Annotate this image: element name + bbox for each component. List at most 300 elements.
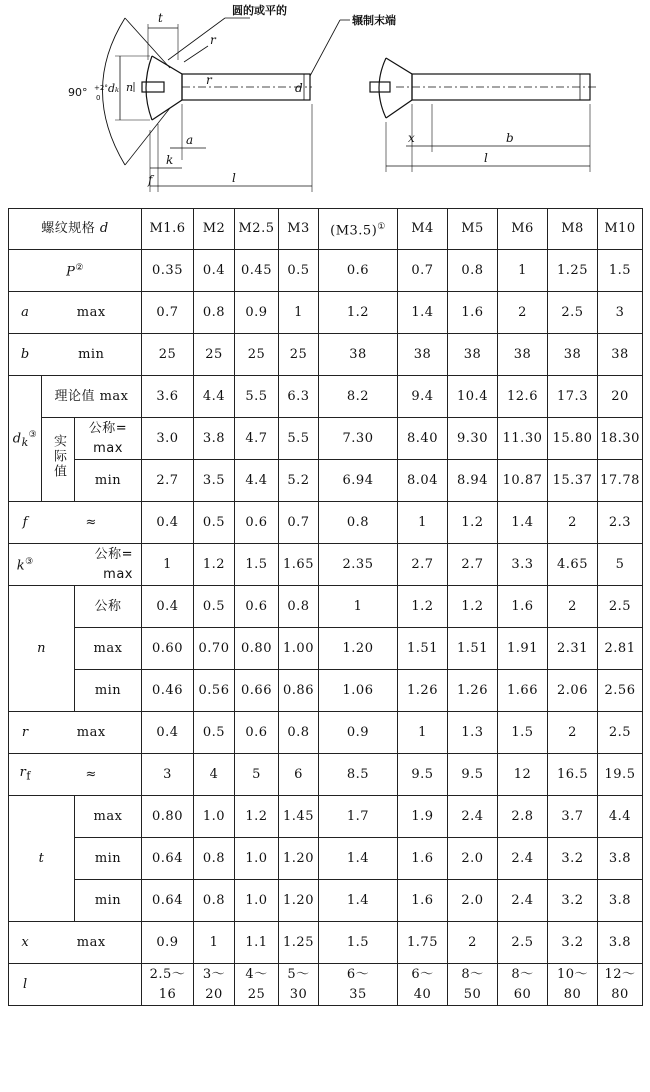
value-cell: 0.5: [194, 502, 235, 544]
value-cell: 0.4: [194, 250, 235, 292]
value-cell: 6.94: [319, 460, 398, 502]
label-cell: [42, 376, 142, 418]
value-cell: 2: [498, 292, 548, 334]
l-range-cell: [448, 964, 498, 1006]
value-cell: 12: [498, 754, 548, 796]
value-cell: 3.8: [598, 922, 643, 964]
value-cell: 3.8: [598, 838, 643, 880]
row-f: [9, 502, 643, 544]
n-max-cond: max: [75, 628, 142, 670]
value-cell: 3.0: [142, 418, 194, 460]
value-cell: 8.5: [319, 754, 398, 796]
dim-x: x: [408, 131, 415, 145]
value-cell: 0.86: [279, 670, 319, 712]
note-1: ①: [377, 221, 386, 232]
cond-k-1: 公称=: [94, 546, 133, 562]
value-cell: 2.5: [548, 292, 598, 334]
dim-r: r: [210, 33, 216, 47]
value-cell: 1.5: [235, 544, 279, 586]
actual-label: 实际值: [51, 433, 66, 479]
value-cell: 0.8: [194, 880, 235, 922]
value-cell: 1.2: [448, 502, 498, 544]
value-cell: 1.7: [319, 796, 398, 838]
value-cell: 4.4: [194, 376, 235, 418]
dim-b: b: [506, 131, 514, 145]
value-cell: 5.5: [235, 376, 279, 418]
t-max-cond: max: [75, 796, 142, 838]
row-t-min: [9, 838, 643, 880]
value-cell: 38: [498, 334, 548, 376]
symbol-rf-sub: f: [26, 769, 31, 783]
value-cell: 15.80: [548, 418, 598, 460]
value-cell: 1.25: [279, 922, 319, 964]
value-cell: 0.4: [142, 712, 194, 754]
row-k: [9, 544, 643, 586]
symbol-n: n: [9, 586, 75, 712]
value-cell: 12.6: [498, 376, 548, 418]
dim-t: t: [158, 11, 163, 25]
value-cell: 1.5: [319, 922, 398, 964]
value-cell: 0.8: [319, 502, 398, 544]
value-cell: 0.8: [194, 292, 235, 334]
value-cell: 8.2: [319, 376, 398, 418]
value-cell: 0.60: [142, 628, 194, 670]
value-cell: 9.5: [398, 754, 448, 796]
l-range-high: 50: [463, 986, 482, 1002]
symbol-rf-r: r: [19, 764, 27, 780]
value-cell: 3.6: [142, 376, 194, 418]
row-b: [9, 334, 643, 376]
row-dk-min: [9, 460, 643, 502]
l-range-low: 12～: [604, 966, 636, 982]
value-cell: 2.7: [398, 544, 448, 586]
value-cell: 19.5: [598, 754, 643, 796]
row-n-max: [9, 628, 643, 670]
angle-label: 90°: [68, 86, 88, 99]
value-cell: 17.3: [548, 376, 598, 418]
value-cell: 1.0: [235, 880, 279, 922]
theory-cond: max: [99, 388, 129, 404]
theory-label: 理论值: [54, 388, 95, 404]
spec-table: [8, 208, 643, 1006]
l-range-high: 25: [247, 986, 266, 1002]
t-min2-cond: min: [75, 880, 142, 922]
value-cell: 25: [235, 334, 279, 376]
value-cell: 1: [498, 250, 548, 292]
value-cell: 1.2: [235, 796, 279, 838]
value-cell: 1.75: [398, 922, 448, 964]
value-cell: 0.8: [279, 586, 319, 628]
symbol-t: t: [9, 796, 75, 922]
row-dk-theory: [9, 376, 643, 418]
l-range-low: 6～: [411, 966, 434, 982]
angle-tol-upper: +2°: [94, 84, 108, 92]
value-cell: 0.9: [235, 292, 279, 334]
value-cell: 0.9: [142, 922, 194, 964]
row-pitch: [9, 250, 643, 292]
note-3-k: ③: [25, 557, 34, 568]
value-cell: 2.5: [498, 922, 548, 964]
value-cell: 0.9: [319, 712, 398, 754]
value-cell: 1: [398, 712, 448, 754]
l-range-low: 8～: [511, 966, 534, 982]
col-header: M6: [498, 209, 548, 250]
value-cell: 0.56: [194, 670, 235, 712]
value-cell: 1.3: [448, 712, 498, 754]
value-cell: 3.8: [194, 418, 235, 460]
value-cell: 1.91: [498, 628, 548, 670]
value-cell: 1.5: [598, 250, 643, 292]
symbol-a: a: [9, 292, 42, 334]
value-cell: 2.4: [448, 796, 498, 838]
symbol-f: f: [9, 502, 42, 544]
screw-drawing: [0, 0, 650, 205]
l-range-low: 2.5～: [149, 966, 186, 982]
cond-r: max: [42, 712, 142, 754]
value-cell: 2: [548, 712, 598, 754]
value-cell: 0.6: [235, 586, 279, 628]
value-cell: 2.7: [142, 460, 194, 502]
value-cell: 3.5: [194, 460, 235, 502]
value-cell: 1.2: [398, 586, 448, 628]
value-cell: 1.20: [319, 628, 398, 670]
value-cell: 1.26: [398, 670, 448, 712]
row-rf: [9, 754, 643, 796]
header-label: 螺纹规格: [41, 221, 96, 236]
value-cell: 4.4: [235, 460, 279, 502]
dim-l-right: l: [484, 151, 488, 165]
value-cell: 38: [598, 334, 643, 376]
value-cell: 0.80: [142, 796, 194, 838]
value-cell: 2.35: [319, 544, 398, 586]
value-cell: 1.6: [398, 838, 448, 880]
value-cell: 3: [598, 292, 643, 334]
value-cell: 0.6: [235, 502, 279, 544]
value-cell: 3.8: [598, 880, 643, 922]
l-range-low: 5～: [287, 966, 310, 982]
note-2: ②: [75, 263, 84, 274]
left-view: [103, 18, 351, 192]
dim-r2: r: [206, 73, 212, 87]
l-range-low: 10～: [556, 966, 589, 982]
value-cell: 1.4: [498, 502, 548, 544]
head-arc: [146, 56, 152, 120]
value-cell: 3.2: [548, 838, 598, 880]
value-cell: 1.20: [279, 838, 319, 880]
value-cell: 2.81: [598, 628, 643, 670]
value-cell: 1.66: [498, 670, 548, 712]
value-cell: 1.26: [448, 670, 498, 712]
value-cell: 2.0: [448, 880, 498, 922]
min-cond: min: [75, 460, 142, 502]
value-cell: 38: [448, 334, 498, 376]
value-cell: 0.64: [142, 880, 194, 922]
symbol-b: b: [9, 334, 42, 376]
nominal-cond: 公称=: [88, 420, 128, 436]
value-cell: 0.8: [194, 838, 235, 880]
n-nominal-cond: 公称: [75, 586, 142, 628]
value-cell: 5.2: [279, 460, 319, 502]
cond-b: min: [42, 334, 142, 376]
value-cell: 0.5: [279, 250, 319, 292]
value-cell: 0.8: [448, 250, 498, 292]
value-cell: 25: [142, 334, 194, 376]
value-cell: 1.0: [235, 838, 279, 880]
l-range-cell: [548, 964, 598, 1006]
row-t-min2: [9, 880, 643, 922]
l-range-cell: [142, 964, 194, 1006]
value-cell: 1.9: [398, 796, 448, 838]
value-cell: 25: [279, 334, 319, 376]
value-cell: 3.3: [498, 544, 548, 586]
symbol-l: l: [9, 964, 142, 1006]
row-a: [9, 292, 643, 334]
value-cell: 9.5: [448, 754, 498, 796]
value-cell: 4: [194, 754, 235, 796]
right-view: [370, 58, 596, 172]
value-cell: 2.8: [498, 796, 548, 838]
value-cell: 1.2: [448, 586, 498, 628]
value-cell: 1.2: [319, 292, 398, 334]
value-cell: 0.66: [235, 670, 279, 712]
value-cell: 1: [142, 544, 194, 586]
col-header: M2.5: [235, 209, 279, 250]
symbol-dk: [9, 376, 42, 502]
drawing-labels: [68, 3, 514, 187]
value-cell: 1: [279, 292, 319, 334]
l-range-cell: [319, 964, 398, 1006]
value-cell: 6.3: [279, 376, 319, 418]
value-cell: 2.06: [548, 670, 598, 712]
value-cell: 7.30: [319, 418, 398, 460]
value-cell: 1.00: [279, 628, 319, 670]
value-cell: 0.4: [142, 502, 194, 544]
value-cell: 1.6: [498, 586, 548, 628]
symbol-dk-d: d: [12, 430, 22, 446]
value-cell: 18.30: [598, 418, 643, 460]
actual-label-cell: [42, 418, 75, 502]
l-range-low: 6～: [346, 966, 370, 982]
callout-rolled-end: 辗制末端: [352, 14, 396, 27]
value-cell: 10.4: [448, 376, 498, 418]
cond-rf: ≈: [42, 754, 142, 796]
header-symbol: d: [99, 221, 109, 236]
l-range-high: 16: [158, 986, 177, 1002]
value-cell: 15.37: [548, 460, 598, 502]
l-range-low: 3～: [202, 966, 226, 982]
l-range-cell: [194, 964, 235, 1006]
value-cell: 1.1: [235, 922, 279, 964]
symbol-p: P: [66, 264, 76, 280]
value-cell: 0.5: [194, 712, 235, 754]
value-cell: 0.35: [142, 250, 194, 292]
row-l: [9, 964, 643, 1006]
note-3: ③: [28, 429, 38, 440]
angle-tol-lower: 0: [96, 94, 101, 102]
value-cell: 2.56: [598, 670, 643, 712]
value-cell: 3: [142, 754, 194, 796]
value-cell: 0.46: [142, 670, 194, 712]
symbol-k-text: k: [16, 558, 26, 574]
slot: [142, 82, 164, 92]
col-header: M5: [448, 209, 498, 250]
value-cell: 2.5: [598, 712, 643, 754]
value-cell: 0.64: [142, 838, 194, 880]
value-cell: 3.2: [548, 880, 598, 922]
value-cell: 38: [548, 334, 598, 376]
row-x: [9, 922, 643, 964]
row-dk-nominal: [9, 418, 643, 460]
l-range-high: 30: [289, 986, 308, 1002]
col-header: M10: [598, 209, 643, 250]
value-cell: 2.4: [498, 880, 548, 922]
value-cell: 0.8: [279, 712, 319, 754]
l-range-cell: [398, 964, 448, 1006]
value-cell: 1.6: [448, 292, 498, 334]
nominal-cond2: max: [93, 440, 123, 456]
value-cell: 0.7: [398, 250, 448, 292]
header-row: [9, 209, 643, 250]
nominal-cond-cell: [75, 418, 142, 460]
value-cell: 4.4: [598, 796, 643, 838]
value-cell: 1.6: [398, 880, 448, 922]
value-cell: 2.5: [598, 586, 643, 628]
value-cell: 1: [319, 586, 398, 628]
value-cell: 8.04: [398, 460, 448, 502]
symbol-rf: [9, 754, 42, 796]
value-cell: 4.7: [235, 418, 279, 460]
col-header: M2: [194, 209, 235, 250]
value-cell: 38: [319, 334, 398, 376]
value-cell: 25: [194, 334, 235, 376]
col-header: M8: [548, 209, 598, 250]
value-cell: 0.4: [142, 586, 194, 628]
row-r: [9, 712, 643, 754]
value-cell: 2.4: [498, 838, 548, 880]
symbol-r: r: [9, 712, 42, 754]
t-min-cond: min: [75, 838, 142, 880]
dim-n: n: [126, 81, 134, 94]
cond-k-2: max: [103, 566, 133, 582]
value-cell: 2: [548, 586, 598, 628]
value-cell: 1.25: [548, 250, 598, 292]
value-cell: 2: [448, 922, 498, 964]
value-cell: 1.20: [279, 880, 319, 922]
value-cell: 16.5: [548, 754, 598, 796]
l-range-high: 40: [413, 986, 432, 1002]
callout-round-or-flat: 圆的或平的: [232, 4, 287, 17]
dim-f: f: [148, 173, 153, 187]
header-cell: [9, 209, 142, 250]
l-range-cell: [498, 964, 548, 1006]
value-cell: 2.3: [598, 502, 643, 544]
value-cell: 1.45: [279, 796, 319, 838]
col-header-m35: (M3.5): [330, 223, 378, 239]
l-range-low: 8～: [461, 966, 484, 982]
value-cell: 0.7: [279, 502, 319, 544]
value-cell: 0.5: [194, 586, 235, 628]
value-cell: 5.5: [279, 418, 319, 460]
value-cell: 6: [279, 754, 319, 796]
l-range-high: 80: [563, 986, 582, 1002]
value-cell: 0.7: [142, 292, 194, 334]
symbol-k: [9, 544, 42, 586]
value-cell: 0.70: [194, 628, 235, 670]
row-n-min: [9, 670, 643, 712]
l-range-high: 60: [513, 986, 532, 1002]
col-header: M3: [279, 209, 319, 250]
value-cell: 2.31: [548, 628, 598, 670]
value-cell: 1.65: [279, 544, 319, 586]
value-cell: 17.78: [598, 460, 643, 502]
dim-k: k: [166, 153, 174, 167]
value-cell: 0.80: [235, 628, 279, 670]
value-cell: 3.7: [548, 796, 598, 838]
cond-k: [42, 544, 142, 586]
dim-a: a: [186, 133, 194, 147]
value-cell: 3.2: [548, 922, 598, 964]
value-cell: 1.5: [498, 712, 548, 754]
col-header: [319, 209, 398, 250]
value-cell: 0.6: [235, 712, 279, 754]
value-cell: 1.4: [319, 838, 398, 880]
value-cell: 1.4: [319, 880, 398, 922]
dim-d: d: [295, 81, 303, 95]
dim-l: l: [232, 171, 236, 185]
l-range-cell: [598, 964, 643, 1006]
value-cell: 11.30: [498, 418, 548, 460]
value-cell: 1.51: [448, 628, 498, 670]
value-cell: 2.7: [448, 544, 498, 586]
dim-dk: dₖ: [108, 82, 120, 95]
value-cell: 8.94: [448, 460, 498, 502]
col-header: M1.6: [142, 209, 194, 250]
cond-a: max: [42, 292, 142, 334]
l-range-high: 80: [611, 986, 629, 1002]
value-cell: 2: [548, 502, 598, 544]
row-n-nominal: [9, 586, 643, 628]
l-range-high: 20: [205, 986, 223, 1002]
l-range-low: 4～: [245, 966, 268, 982]
l-range-cell: [235, 964, 279, 1006]
value-cell: 1: [398, 502, 448, 544]
value-cell: 0.45: [235, 250, 279, 292]
value-cell: 8.40: [398, 418, 448, 460]
head-outline: [152, 56, 182, 120]
l-range-high: 35: [349, 986, 367, 1002]
symbol-dk-sub: k: [21, 435, 29, 449]
row-t-max: [9, 796, 643, 838]
value-cell: 1.2: [194, 544, 235, 586]
value-cell: 20: [598, 376, 643, 418]
l-range-cell: [279, 964, 319, 1006]
col-header: M4: [398, 209, 448, 250]
value-cell: 0.6: [319, 250, 398, 292]
label-cell: [9, 250, 142, 292]
cond-x: max: [42, 922, 142, 964]
value-cell: 9.4: [398, 376, 448, 418]
value-cell: 5: [598, 544, 643, 586]
symbol-x: x: [9, 922, 42, 964]
cond-f: ≈: [42, 502, 142, 544]
n-min-cond: min: [75, 670, 142, 712]
value-cell: 1.4: [398, 292, 448, 334]
value-cell: 9.30: [448, 418, 498, 460]
value-cell: 2.0: [448, 838, 498, 880]
value-cell: 38: [398, 334, 448, 376]
value-cell: 4.65: [548, 544, 598, 586]
value-cell: 10.87: [498, 460, 548, 502]
